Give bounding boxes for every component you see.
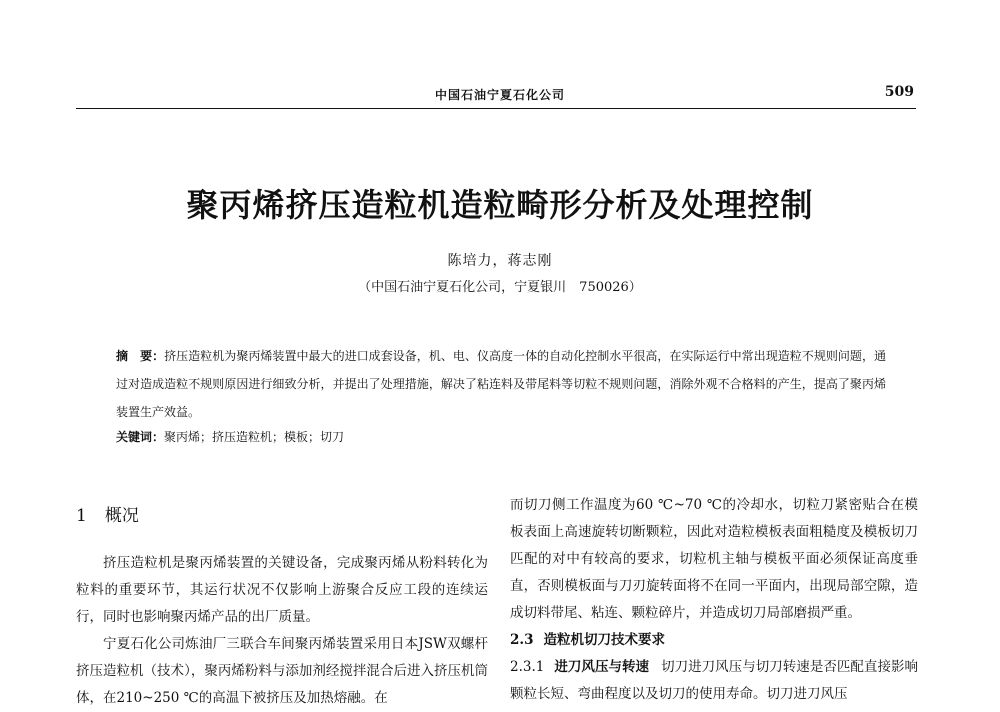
abstract-label: 摘 要： [116,349,165,363]
keywords-label: 关键词： [116,430,165,444]
abstract-text: 挤压造粒机为聚丙烯装置中最大的进口成套设备，机、电、仪高度一体的自动化控制水平很高，在实际运行中常出现造粒不规则问题，通过对造成造粒不规则原因进行细致分析，并提出了处理措施，解决了粘连料及带尾料等切粒不规则问题，消除外观不合格料的产生，提高了聚丙烯装置生产效益。 [116,349,886,419]
body-paragraph-continued: 而切刀侧工作温度为60 ℃~70 ℃的冷却水，切粒刀紧密贴合在模板表面上高速旋转切断颗粒，因此对造粒模板表面粗糙度及模板切刀匹配的对中有较高的要求，切粒机主轴与模板平面必须保证高度垂直，否则模板面与刀刃旋转面将不在同一平面内，出现局部空隙，造成切料带尾、粘连、颗粒碎片，并造成切刀局部磨损严重。 [510,497,918,621]
article-affiliation: （中国石油宁夏石化公司，宁夏银川 750026） [358,280,642,295]
body-paragraph: 宁夏石化公司炼油厂三联合车间聚丙烯装置采用日本JSW双螺杆挤压造粒机（技术），聚丙烯粉料与添加剂经搅拌混合后进入挤压机筒体，在210~250 ℃的高温下被挤压及加热熔融。在 [76,636,488,706]
subsubsection-title: 进刀风压与转速 [554,659,650,675]
keywords [116,428,886,446]
subsubsection-number: 2.3.1 [510,659,545,675]
subsection-title: 造粒机切刀技术要求 [543,632,665,648]
subsubsection-text: 切刀进刀风压与切刀转速是否匹配直接影响颗粒长短、弯曲程度以及切刀的使用寿命。切刀进刀风压 [510,659,919,702]
section-number: 1 [76,506,87,526]
subsection-number: 2.3 [510,632,534,648]
body-paragraph: 挤压造粒机是聚丙烯装置的关键设备，完成聚丙烯从粉料转化为粒料的重要环节，其运行状况不仅影响上游聚合反应工段的连续运行，同时也影响聚丙烯产品的出厂质量。 [76,555,488,625]
article-authors: 陈培力，蒋志刚 [447,253,553,269]
section-title: 概况 [104,506,139,526]
right-column [510,492,918,708]
running-header-journal: 中国石油宁夏石化公司 [434,88,565,102]
left-column [76,498,488,712]
keywords-text: 聚丙烯；挤压造粒机；模板；切刀 [164,430,345,444]
page-number: 509 [884,84,914,100]
subsubsection-paragraph [510,654,918,708]
subsection-heading [510,627,918,654]
section-heading [76,498,488,534]
abstract [116,342,886,426]
article-title: 聚丙烯挤压造粒机造粒畸形分析及处理控制 [186,186,814,224]
header-rule [76,108,916,109]
